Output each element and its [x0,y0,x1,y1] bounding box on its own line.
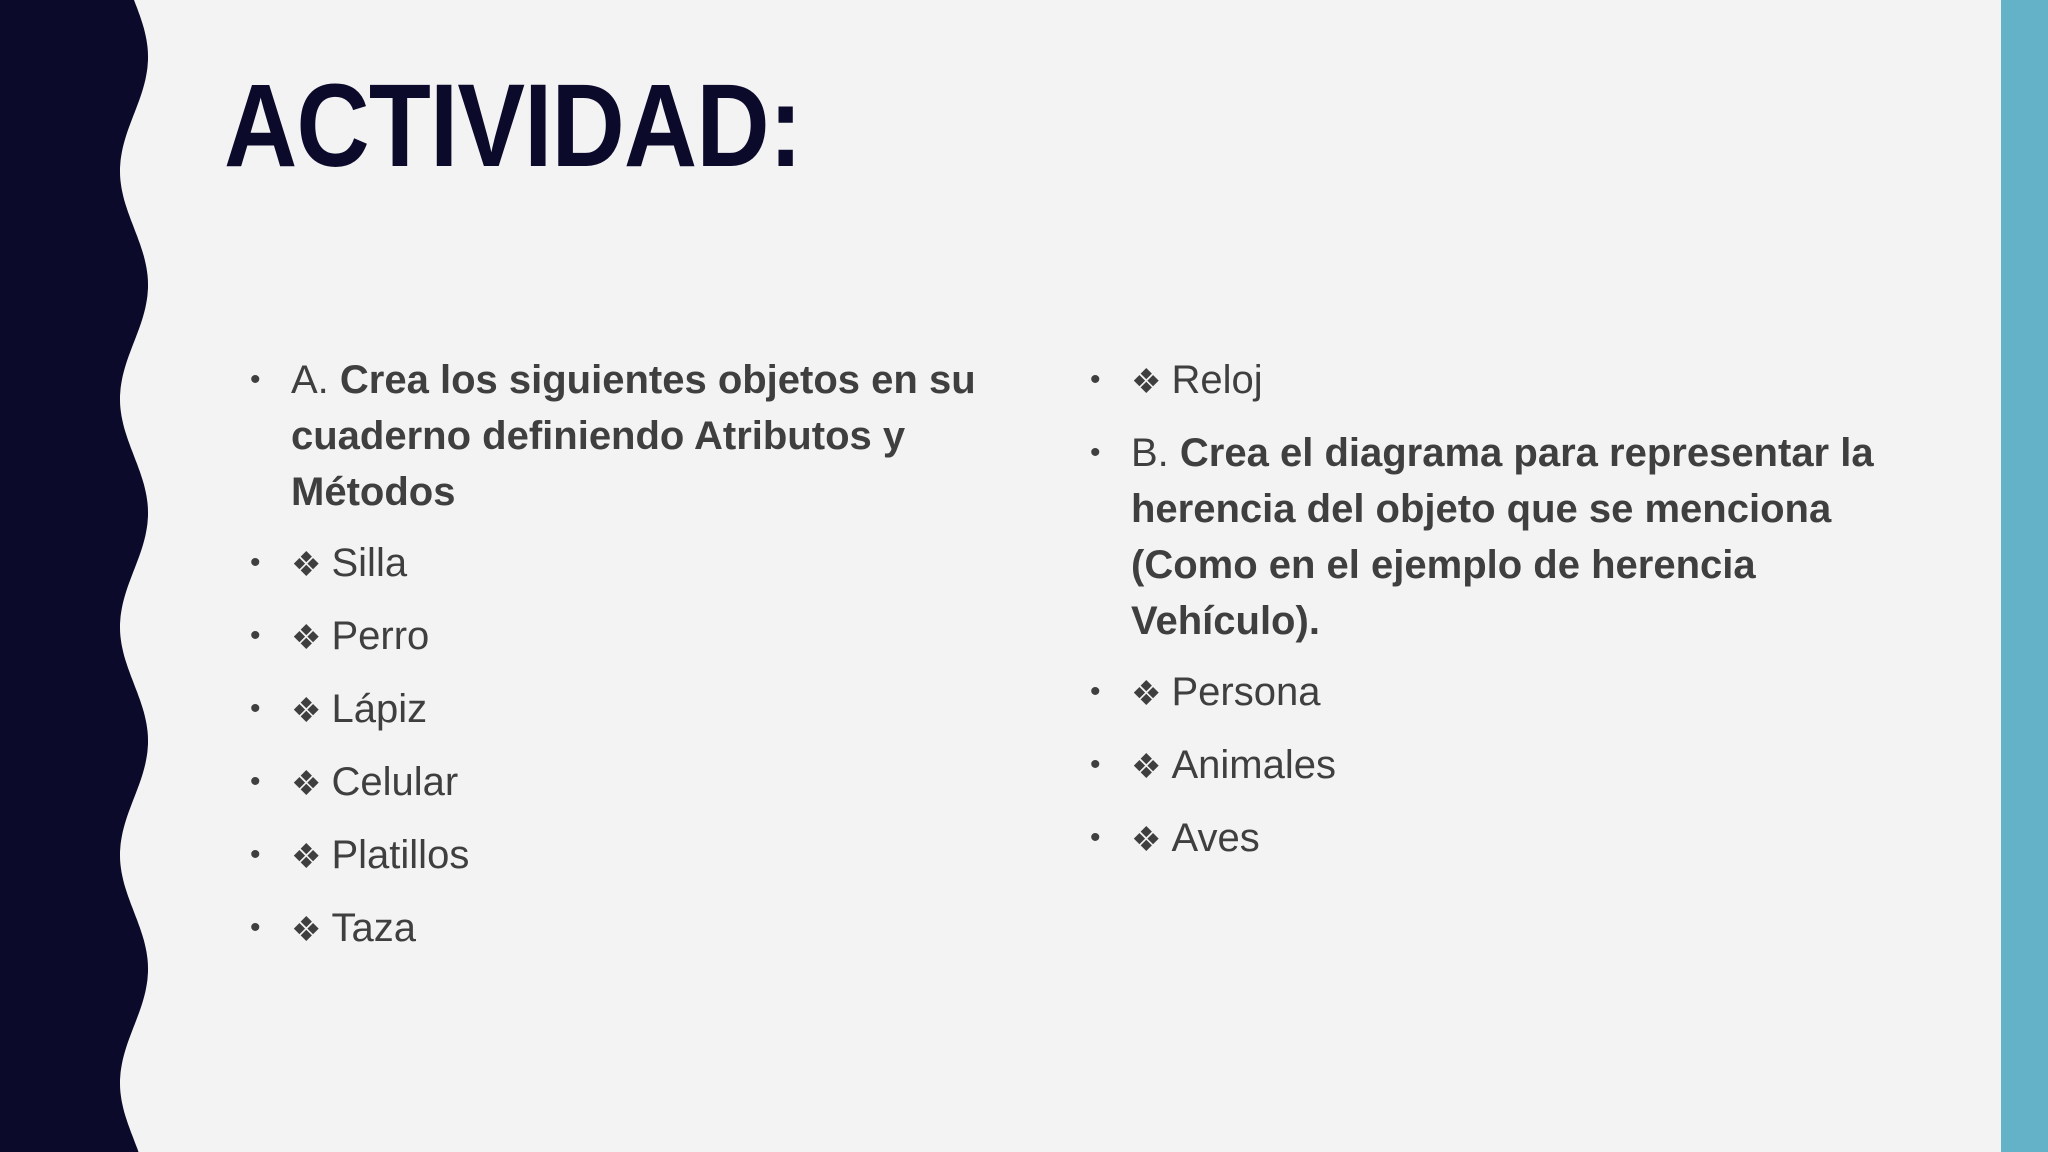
list-item-intro-a [250,352,1010,520]
list-item [1090,664,1950,722]
right-column-list [1090,352,1950,883]
list-item [250,827,1010,885]
item-label: Perro [331,614,430,658]
intro-b-text: Crea el diagrama para representar la herencia del objeto que se menciona (Como en el ejemplo de herencia Vehículo). [1131,431,1874,643]
diamond-icon: ❖ [1131,821,1162,859]
diamond-icon: ❖ [291,619,322,657]
bullet-icon: • [250,546,261,579]
item-label: Celular [331,760,459,804]
list-item-intro-b [1090,425,1950,649]
diamond-icon: ❖ [291,765,322,803]
list-item [250,535,1010,593]
diamond-icon: ❖ [291,546,322,584]
bullet-icon: • [1090,748,1101,781]
bullet-icon: • [250,911,261,944]
list-item [1090,810,1950,868]
item-label: Aves [1171,816,1260,860]
item-label: Taza [331,906,416,950]
diamond-icon: ❖ [291,838,322,876]
intro-a-text: Crea los siguientes objetos en su cuaderno definiendo Atributos y Métodos [291,358,976,514]
bullet-icon: • [1090,821,1101,854]
diamond-icon: ❖ [1131,363,1162,401]
bullet-icon: • [250,765,261,798]
list-item [1090,737,1950,795]
diamond-icon: ❖ [1131,748,1162,786]
left-column-list [250,352,1010,973]
bullet-icon: • [250,692,261,725]
list-item [250,681,1010,739]
item-label: Reloj [1171,358,1263,402]
diamond-icon: ❖ [291,692,322,730]
list-item [1090,352,1950,410]
item-label: Lápiz [331,687,428,731]
diamond-icon: ❖ [1131,675,1162,713]
list-item [250,754,1010,812]
list-item [250,900,1010,958]
bullet-icon: • [250,363,261,396]
bullet-icon: • [1090,363,1101,396]
item-label: Silla [331,541,408,585]
bullet-icon: • [250,838,261,871]
bullet-icon: • [1090,675,1101,708]
list-item [250,608,1010,666]
intro-b-prefix: B. [1131,431,1180,475]
item-label: Animales [1171,743,1336,787]
item-label: Platillos [331,833,470,877]
bullet-icon: • [1090,436,1101,469]
item-label: Persona [1171,670,1321,714]
intro-a-prefix: A. [291,358,340,402]
accent-bar [2001,0,2048,1152]
wave-border-decoration [0,0,160,1152]
diamond-icon: ❖ [291,911,322,949]
slide-title: ACTIVIDAD: [224,60,802,192]
bullet-icon: • [250,619,261,652]
